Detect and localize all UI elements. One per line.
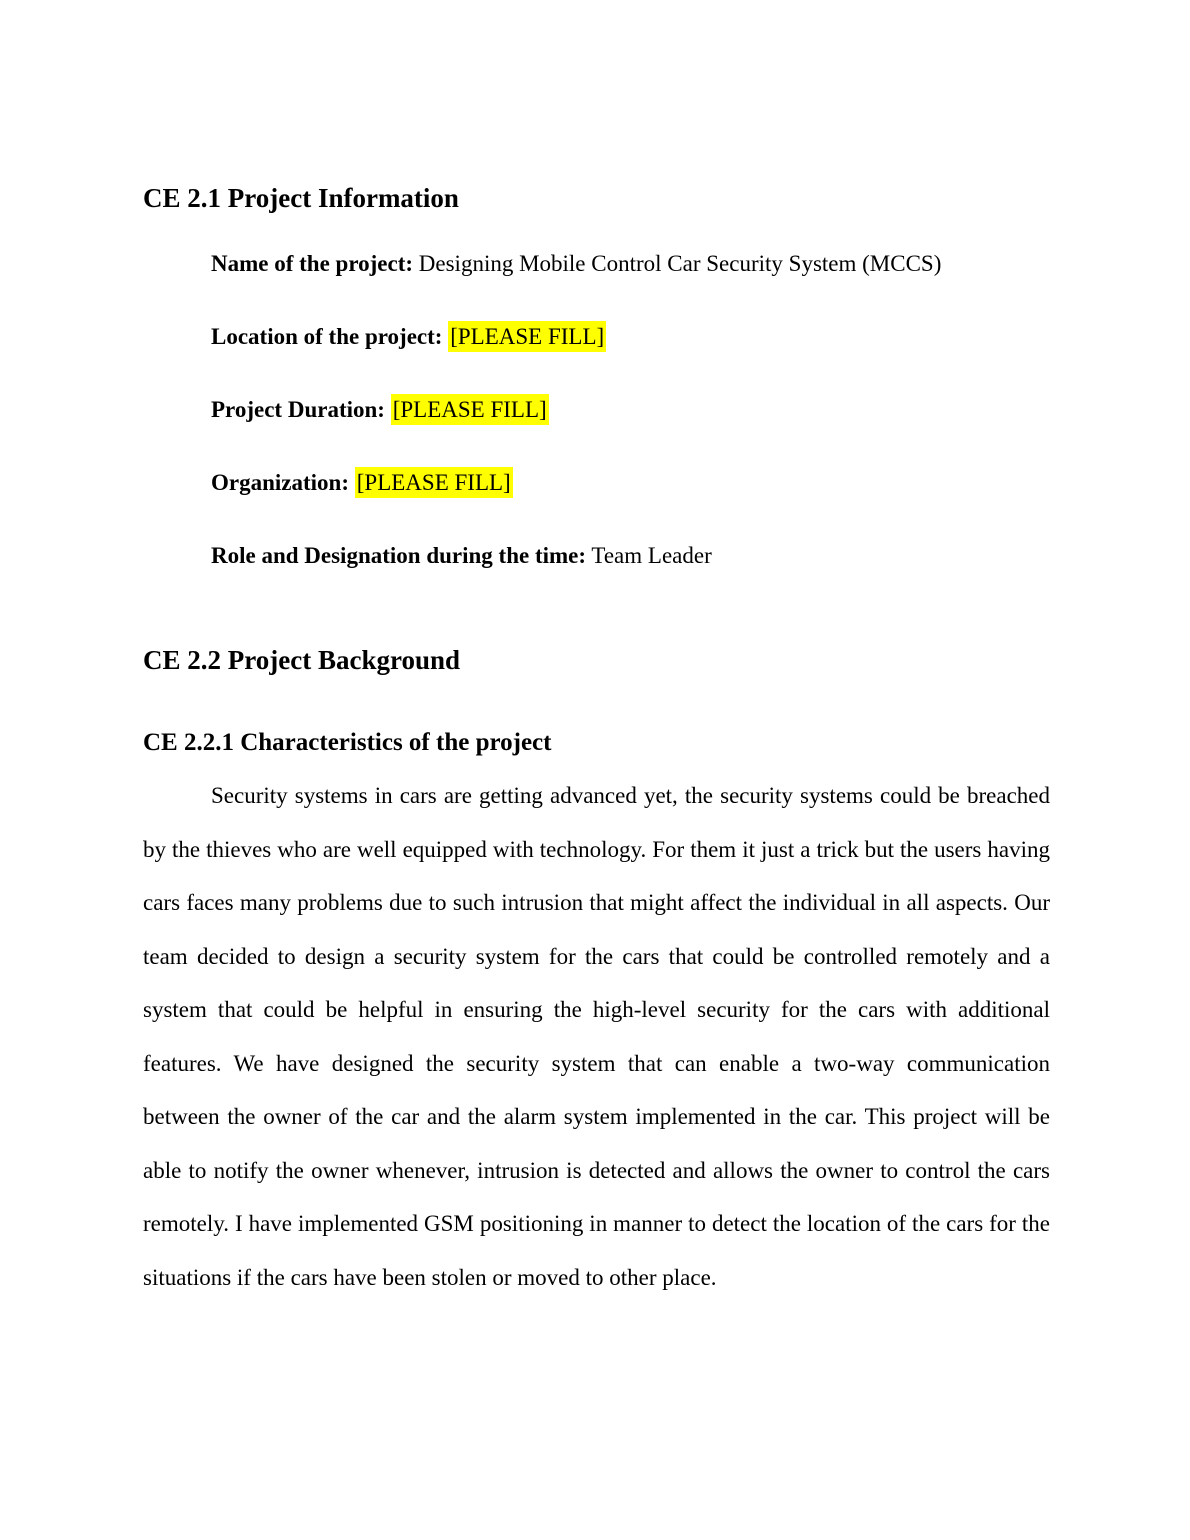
field-row-organization	[143, 467, 1050, 498]
body-paragraph-characteristics: Security systems in cars are getting advanced yet, the security systems could be breached by the thieves who are well equipped with technology. For them it just a trick but the users having cars faces many problems due to such intrusion that might affect the individual in all aspects. Our team decided to design a security system for the cars that could be controlled remotely and a system that could be helpful in ensuring the high-level security for the cars with additional features. We have designed the security system that can enable a two-way communication between the owner of the car and the alarm system implemented in the car. This project will be able to notify the owner whenever, intrusion is detected and allows the owner to control the cars remotely. I have implemented GSM positioning in manner to detect the location of the cars for the situations if the cars have been stolen or moved to other place.	[143, 783, 1050, 1290]
field-value-project-duration-placeholder[interactable]: [PLEASE FILL]	[391, 394, 549, 425]
field-value-role-designation: Team Leader	[591, 543, 712, 568]
field-label-project-location: Location of the project:	[211, 324, 443, 349]
field-label-role-designation: Role and Designation during the time:	[211, 543, 587, 568]
field-label-project-duration: Project Duration:	[211, 397, 385, 422]
section-heading-project-background: CE 2.2 Project Background	[143, 645, 460, 675]
section-heading-project-information: CE 2.1 Project Information	[143, 183, 459, 213]
field-row-role-designation	[143, 540, 1050, 571]
field-row-project-duration	[143, 394, 1050, 425]
field-label-organization: Organization:	[211, 470, 349, 495]
field-row-project-location	[143, 321, 1050, 352]
field-value-project-location-placeholder[interactable]: [PLEASE FILL]	[448, 321, 606, 352]
field-value-project-name: Designing Mobile Control Car Security System (MCCS)	[418, 251, 942, 276]
field-label-project-name: Name of the project:	[211, 251, 414, 276]
field-row-project-name	[143, 248, 1050, 279]
field-value-organization-placeholder[interactable]: [PLEASE FILL]	[355, 467, 513, 498]
subsection-heading-characteristics: CE 2.2.1 Characteristics of the project	[143, 729, 552, 756]
